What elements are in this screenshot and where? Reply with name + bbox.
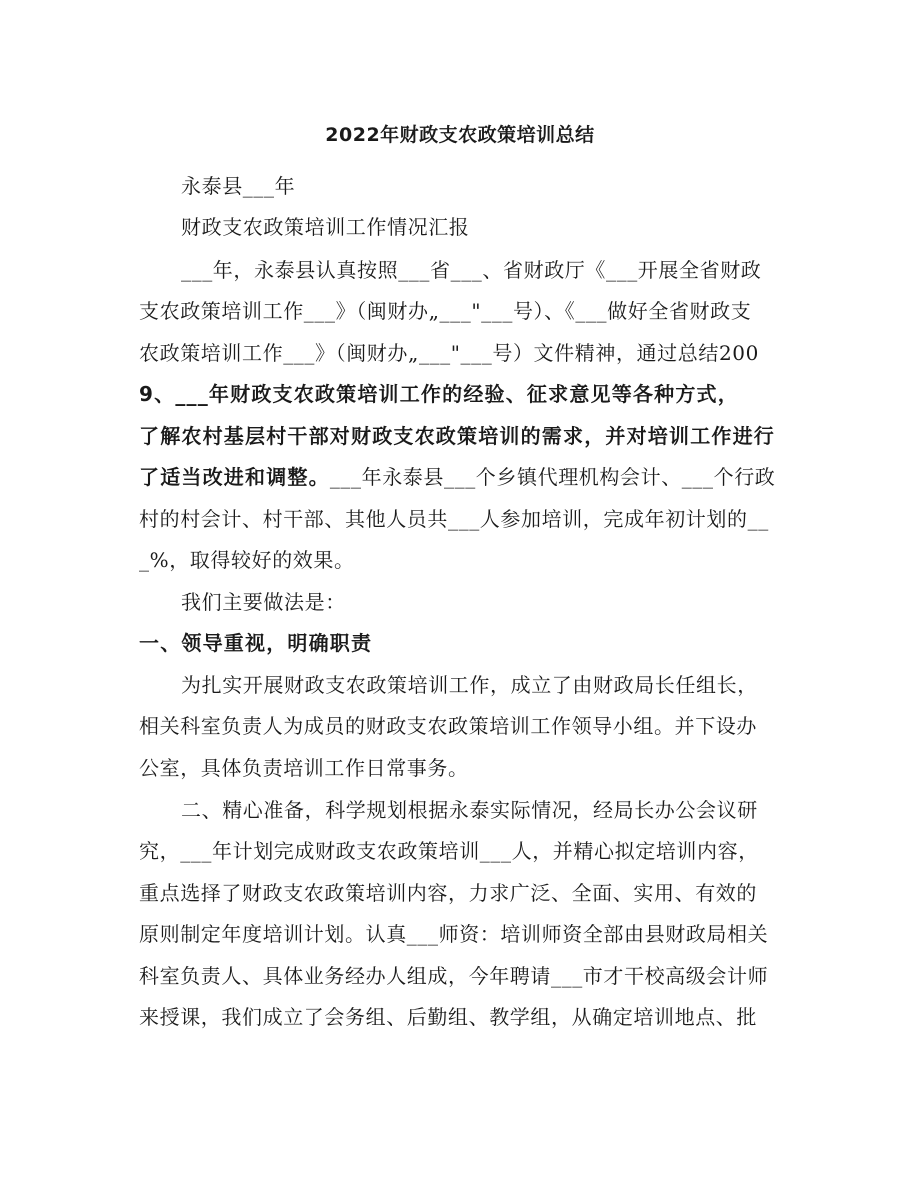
text-line: 二、精心准备，科学规划根据永泰实际情况，经局长办公会议研 <box>181 798 758 822</box>
text-line: ___年，永泰县认真按照___省___、省财政厅《___开展全省财政 <box>181 258 762 282</box>
text-line: 我们主要做法是： <box>181 590 346 614</box>
text-line: _%，取得较好的效果。 <box>139 548 355 572</box>
text-line: 来授课，我们成立了会务组、后勤组、教学组，从确定培训地点、批 <box>139 1005 757 1029</box>
text-line: 究，___年计划完成财政支农政策培训___人，并精心拟定培训内容， <box>139 839 759 863</box>
text-line-bold: 了解农村基层村干部对财政支农政策培训的需求，并对培训工作进行 <box>139 424 775 448</box>
text-line: 相关科室负责人为成员的财政支农政策培训工作领导小组。并下设办 <box>139 714 757 738</box>
text-line-mixed <box>139 460 789 494</box>
text-line: 重点选择了财政支农政策培训内容，力求广泛、全面、实用、有效的 <box>139 881 757 905</box>
text-line: 村的村会计、村干部、其他人员共___人参加培训，完成年初计划的__ <box>139 507 769 531</box>
section-heading: 一、领导重视，明确职责 <box>139 631 373 655</box>
text-line: 科室负责人、具体业务经办人组成，今年聘请___市才干校高级会计师 <box>139 964 769 988</box>
text-line: 原则制定年度培训计划。认真___师资：培训师资全部由县财政局相关 <box>139 922 769 946</box>
text-line: 支农政策培训工作___》（闽财办„___"___号）、《___做好全省财政支 <box>139 299 752 323</box>
text-line: 财政支农政策培训工作情况汇报 <box>181 215 470 239</box>
document-title: 2022年财政支农政策培训总结 <box>325 124 595 146</box>
text-line-bold: 9、___年财政支农政策培训工作的经验、征求意见等各种方式， <box>139 382 739 406</box>
text-line: 农政策培训工作___》（闽财办„___"___号）文件精神，通过总结200 <box>139 341 759 365</box>
text-span-bold: 了适当改进和调整。 <box>139 465 330 489</box>
text-line: 永泰县___年 <box>181 174 296 198</box>
text-line: 为扎实开展财政支农政策培训工作，成立了由财政局长任组长， <box>181 673 758 697</box>
text-span: ___年永泰县___个乡镇代理机构会计、___个行政 <box>329 465 776 489</box>
text-line: 公室，具体负责培训工作日常事务。 <box>139 756 469 780</box>
